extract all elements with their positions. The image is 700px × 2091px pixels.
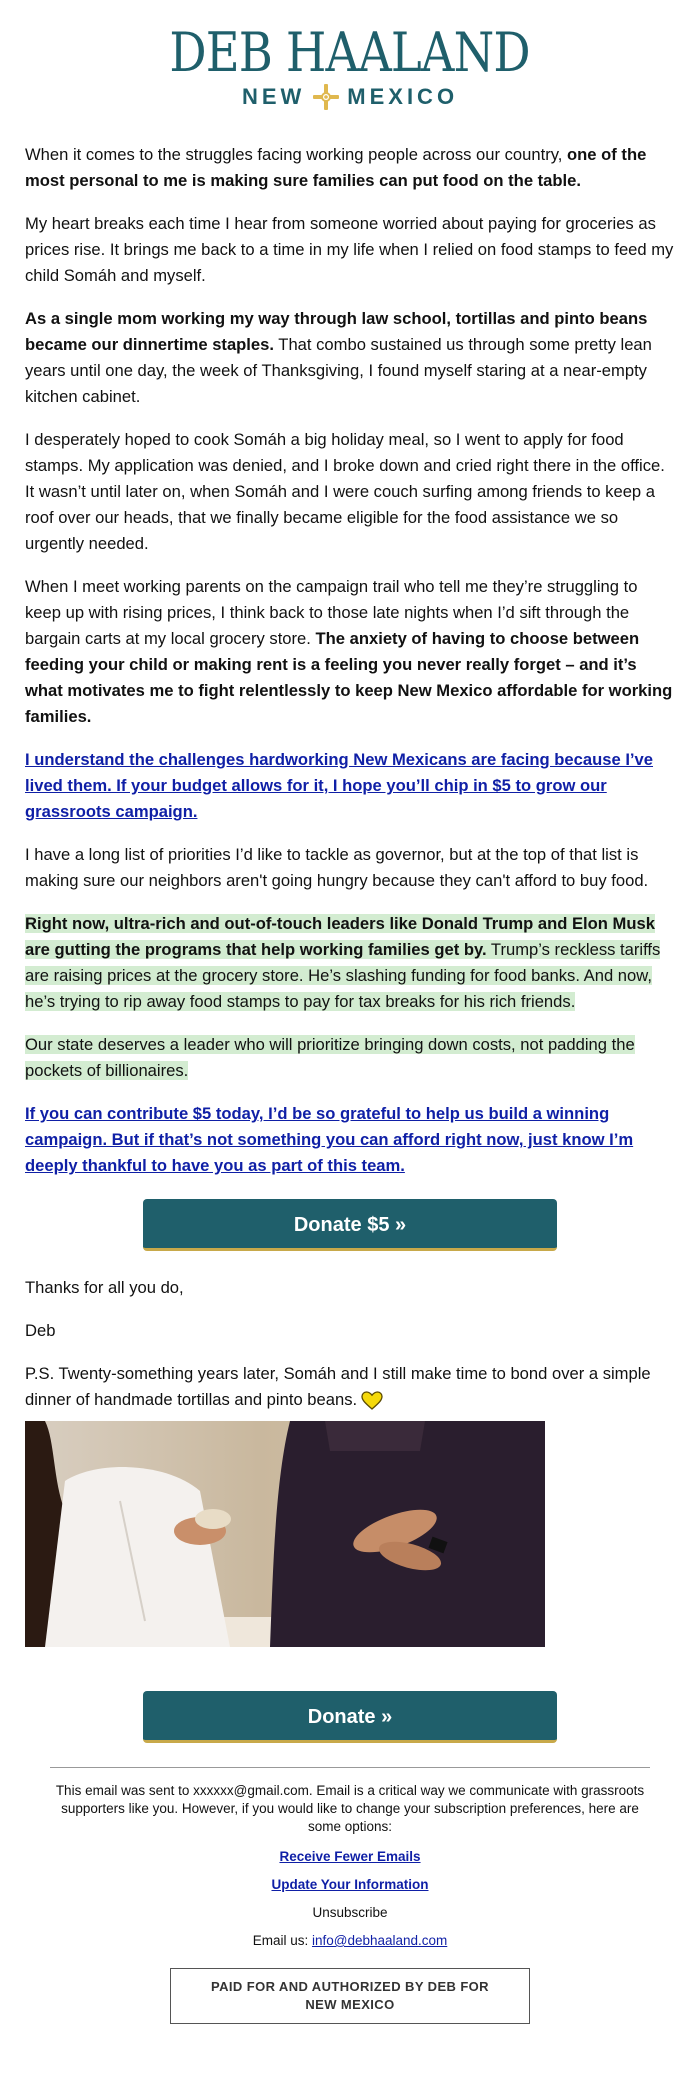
paragraph-1 [25, 142, 675, 194]
footer-divider [50, 1767, 650, 1768]
tortilla-making-photo [25, 1421, 545, 1647]
p3-text: That combo sustained us through some pretty lean years until one day, the week of Thanksgiving, I found myself staring at a near-empty kitchen cabinet. [25, 335, 652, 406]
email-footer [0, 1767, 700, 2024]
update-information-link[interactable]: Update Your Information [271, 1877, 429, 1892]
p1-bold: one of the most personal to me is making sure families can put food on the table. [25, 145, 647, 190]
unsubscribe-link[interactable]: Unsubscribe [312, 1905, 388, 1920]
thanks-line: Thanks for all you do, [25, 1278, 184, 1297]
ps-text: P.S. Twenty-something years later, Somáh and I still make time to bond over a simple dinner of handmade tortillas and pinto beans. [25, 1364, 651, 1409]
donate-wrap [25, 1691, 675, 1743]
donate-button[interactable]: Donate » [143, 1691, 557, 1743]
footer-fewer-row [50, 1848, 650, 1866]
footer-notice: This email was sent to xxxxxx@gmail.com. Email is a critical way we communicate with grassroots supporters like you. However, if you would like to change your subscription preferences, here are some options: [55, 1783, 645, 1834]
paragraph-7 [25, 911, 675, 1015]
p8-highlight: Our state deserves a leader who will prioritize bringing down costs, not padding the pockets of billionaires. [25, 1035, 635, 1080]
p7-bold: Right now, ultra-rich and out-of-touch leaders like Donald Trump and Elon Musk are gutting the programs that help working families get by. [25, 914, 655, 959]
footer-update-row [50, 1876, 650, 1894]
paragraph-link-1 [25, 747, 675, 825]
p7-text: Trump’s reckless tariffs are raising prices at the grocery store. He’s slashing funding for food banks. And now, he’s trying to rip away food stamps to pay for tax breaks for his rich friends. [25, 940, 661, 1011]
signature: Deb [25, 1321, 56, 1340]
logo-subtitle [0, 82, 700, 112]
email-label: Email us: [252, 1933, 312, 1948]
paragraph-5 [25, 574, 675, 730]
photo-illustration [25, 1421, 545, 1647]
yellow-heart-icon [361, 1391, 383, 1411]
paragraph-3 [25, 306, 675, 410]
donate-5-wrap [25, 1199, 675, 1251]
logo [0, 0, 700, 116]
paragraph-6: I have a long list of priorities I’d like to tackle as governor, but at the top of that list is making sure our neighbors aren't going hungry because they can't afford to buy food. [25, 845, 649, 890]
postscript [25, 1361, 675, 1413]
p5-text: When I meet working parents on the campaign trail who tell me they’re struggling to keep up with rising prices, I think back to those late nights when I’d sift through the bargain carts at my local grocery store. [25, 577, 638, 648]
paragraph-link-2 [25, 1101, 675, 1179]
logo-name: DEB HAALAND [169, 21, 531, 84]
p3-bold: As a single mom working my way through law school, tortillas and pinto beans became our dinnertime staples. [25, 309, 648, 354]
p7-highlight [25, 914, 660, 1011]
logo-sub-right: MEXICO [347, 84, 459, 109]
paragraph-2: My heart breaks each time I hear from someone worried about paying for groceries as prices rise. It brings me back to a time in my life when I relied on food stamps to feed my child Somáh and myself. [25, 214, 674, 285]
footer-email-row [50, 1932, 650, 1950]
donate-5-button[interactable]: Donate $5 » [143, 1199, 557, 1251]
donate-link-1[interactable]: I understand the challenges hardworking New Mexicans are facing because I’ve lived them. If your budget allows for it, I hope you’ll chip in $5 to grow our grassroots campaign. [25, 750, 654, 821]
receive-fewer-emails-link[interactable]: Receive Fewer Emails [279, 1849, 421, 1864]
p1-text: When it comes to the struggles facing working people across our country, [25, 145, 568, 164]
contact-email-link[interactable]: info@debhaaland.com [311, 1933, 448, 1948]
donate-link-2[interactable]: If you can contribute $5 today, I’d be so grateful to help us build a winning campaign. But if that’s not something you can afford right now, just know I’m deeply thankful to have you as part of this team. [25, 1104, 634, 1175]
zia-sun-icon [311, 82, 341, 112]
paragraph-8 [25, 1032, 675, 1084]
p5-bold: The anxiety of having to choose between feeding your child or making rent is a feeling you never really forget – and it’s what motivates me to fight relentlessly to keep New Mexico affordable for working families. [25, 629, 673, 726]
paragraph-4: I desperately hoped to cook Somáh a big holiday meal, so I went to apply for food stamps. My application was denied, and I broke down and cried right there in the office. It wasn’t until later on, when Somáh and I were couch surfing among friends to keep a roof over our heads, that we finally became eligible for the food assistance we so urgently needed. [25, 430, 665, 553]
email-body [0, 142, 700, 1743]
paid-for-disclaimer: PAID FOR AND AUTHORIZED BY DEB FOR NEW MEXICO [170, 1968, 530, 2024]
logo-sub-left: NEW [241, 84, 306, 109]
